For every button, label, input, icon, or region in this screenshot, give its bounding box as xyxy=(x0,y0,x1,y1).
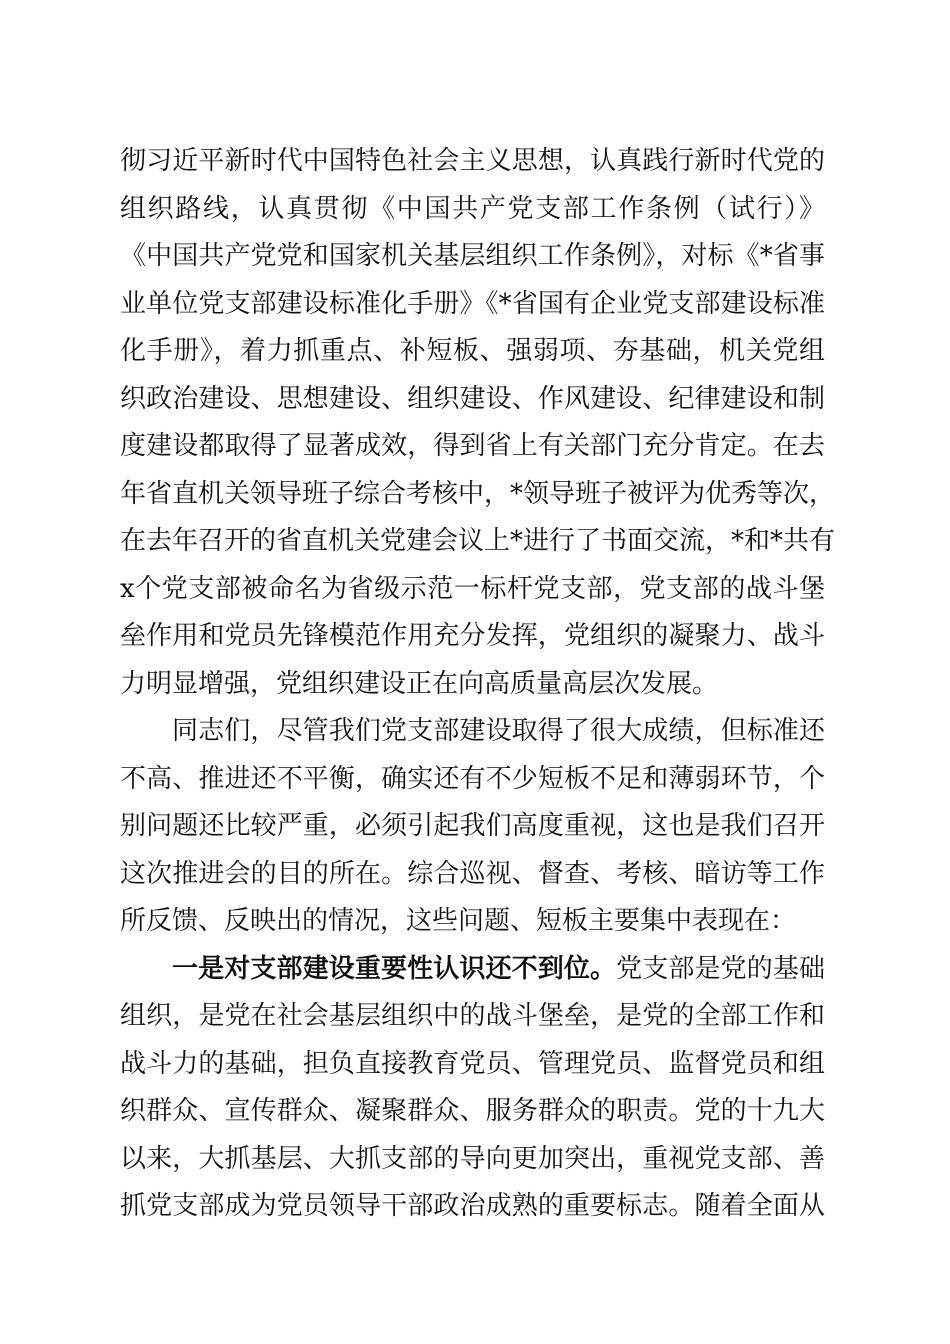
text-line: x个党支部被命名为省级示范一标杆党支部，党支部的战斗堡 xyxy=(120,573,825,604)
text-line: 《中国共产党党和国家机关基层组织工作条例》，对标《*省事 xyxy=(120,241,825,271)
text-line: 所反馈、反映出的情况，这些问题、短板主要集中表现在： xyxy=(120,906,797,936)
paragraph-lead-heading: 一是对支部建设重要性认识还不到位。 xyxy=(172,953,617,984)
text-line: 同志们，尽管我们党支部建设取得了很大成绩，但标准还 xyxy=(172,716,825,746)
text-line: 垒作用和党员先锋模范作用充分发挥，党组织的凝聚力、战斗 xyxy=(120,621,825,651)
text-line: 以来，大抓基层、大抓支部的导向更加突出，重视党支部、善 xyxy=(120,1143,825,1174)
text-line: 在去年召开的省直机关党建会议上*进行了书面交流，*和*共有 xyxy=(120,526,836,556)
text-line: 化手册》，着力抓重点、补短板、强弱项、夯基础，机关党组 xyxy=(120,336,825,366)
text-line: 织政治建设、思想建设、组织建设、作风建设、纪律建设和制 xyxy=(120,383,825,414)
text-line: 不高、推进还不平衡，确实还有不少短板不足和薄弱环节，个 xyxy=(120,763,825,794)
text-line: 这次推进会的目的所在。综合巡视、督查、考核、暗访等工作 xyxy=(120,858,825,889)
paragraph-1 xyxy=(120,138,836,708)
text-line xyxy=(120,946,825,994)
text-line: 力明显增强，党组织建设正在向高质量高层次发展。 xyxy=(120,668,719,699)
paragraph-lead-text: 党支部是党的基础 xyxy=(616,953,825,984)
text-line: 业单位党支部建设标准化手册》《*省国有企业党支部建设标准 xyxy=(120,288,825,319)
document-body xyxy=(120,138,836,1231)
text-line: 年省直机关领导班子综合考核中，*领导班子被评为优秀等次， xyxy=(120,478,836,509)
text-line: 战斗力的基础，担负直接教育党员、管理党员、监督党员和组 xyxy=(120,1048,825,1079)
text-line: 组织，是党在社会基层组织中的战斗堡垒，是党的全部工作和 xyxy=(120,1001,825,1031)
paragraph-2 xyxy=(120,708,825,946)
text-line: 别问题还比较严重，必须引起我们高度重视，这也是我们召开 xyxy=(120,811,825,841)
text-line: 度建设都取得了显著成效，得到省上有关部门充分肯定。在去 xyxy=(120,431,825,461)
text-line: 抓党支部成为党员领导干部政治成熟的重要标志。随着全面从 xyxy=(120,1191,825,1221)
text-line: 彻习近平新时代中国特色社会主义思想，认真践行新时代党的 xyxy=(120,146,825,176)
text-line: 织群众、宣传群众、凝聚群众、服务群众的职责。党的十九大 xyxy=(120,1096,825,1126)
paragraph-3 xyxy=(120,946,825,1231)
text-line: 组织路线，认真贯彻《中国共产党支部工作条例（试行）》 xyxy=(120,193,825,224)
